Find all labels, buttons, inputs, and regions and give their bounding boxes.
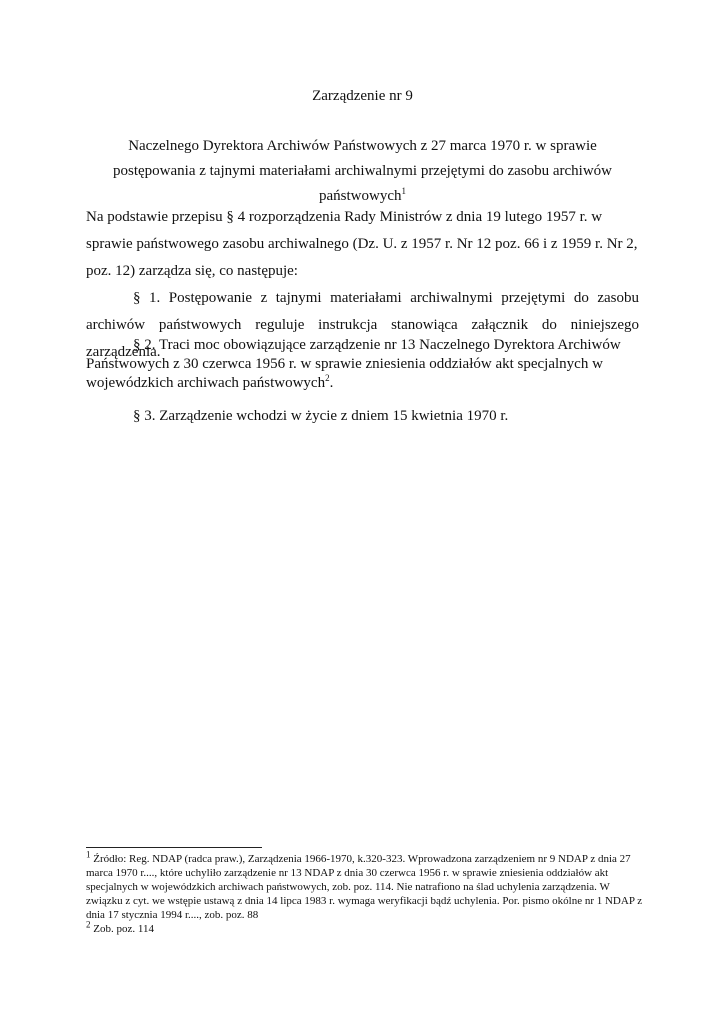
paragraph-2-end: . [329, 375, 334, 391]
footnote-1-number: 1 [86, 849, 91, 860]
document-title: Zarządzenie nr 9 [312, 88, 413, 104]
footnote-2-text: Zob. poz. 114 [93, 923, 154, 935]
footnote-ref-2: 2 [325, 373, 330, 383]
paragraph-2-text: § 2. Traci moc obowiązujące zarządzenie nr 13 Naczelnego Dyrektora Archiwów Państwowych z 30 czerwca 1956 r. w sprawie zniesienia oddziałów akt specjalnych w wojewódzkich archiwach państwowych [86, 337, 621, 391]
paragraph-3: § 3. Zarządzenie wchodzi w życie z dniem 15 kwietnia 1970 r. [133, 408, 509, 424]
paragraph-1: § 1. Postępowanie z tajnymi materiałami archiwalnymi przejętymi do zasobu archiwów państwowych reguluje instrukcja stanowiąca załącznik do niniejszego zarządzenia. [86, 290, 639, 360]
footnote-ref-1: 1 [401, 186, 406, 196]
footnote-2-number: 2 [86, 919, 91, 930]
document-subtitle [86, 134, 639, 209]
paragraph-2 [86, 336, 639, 393]
subtitle-text: Naczelnego Dyrektora Archiwów Państwowych z 27 marca 1970 r. w sprawie postępowania z tajnymi materiałami archiwalnymi przejętymi do zasobu archiwów państwowych [113, 138, 612, 204]
footnote-separator [86, 847, 262, 848]
intro-paragraph: Na podstawie przepisu § 4 rozporządzenia Rady Ministrów z dnia 19 lutego 1957 r. w sprawie państwowego zasobu archiwalnego (Dz. U. z 1957 r. Nr 12 poz. 66 i z 1959 r. Nr 2, poz. 12) zarządza się, co następuje: [86, 209, 638, 279]
footnote-2 [86, 919, 646, 936]
footnote-1 [86, 849, 646, 922]
footnote-1-text: Źródło: Reg. NDAP (radca praw.), Zarządzenia 1966-1970, k.320-323. Wprowadzona zarządzeniem nr 9 NDAP z dnia 27 marca 1970 r...., które uchyliło zarządzenie nr 13 NDAP z dnia 30 czerwca 1956 r. w sprawie zniesienia oddziałów akt specjalnych w wojewódzkich archiwach państwowych, zob. poz. 114. Nie natrafiono na ślad uchylenia zarządzenia. W związku z cyt. we wstępie ustawą z dnia 14 lipca 1983 r. wymaga weryfikacji bądź uchylenia. Por. pismo okólne nr 1 NDAP z dnia 17 stycznia 1994 r...., zob. poz. 88 [86, 853, 643, 921]
